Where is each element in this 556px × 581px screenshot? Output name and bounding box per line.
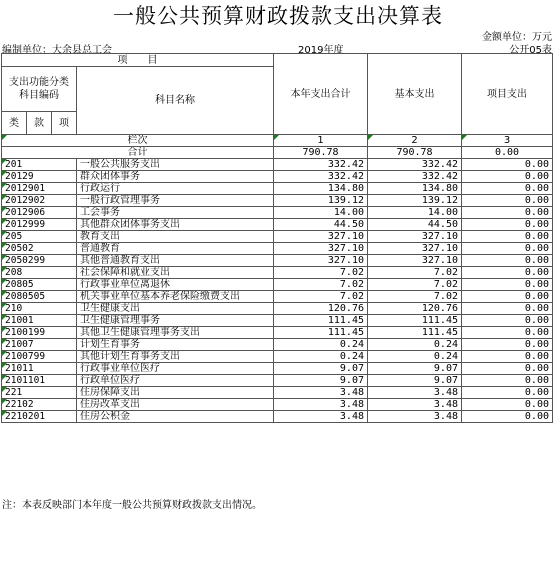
row-basic: 14.00	[368, 207, 462, 219]
row-project: 0.00	[462, 159, 553, 171]
row-name: 普通教育	[77, 243, 274, 255]
row-total: 327.10	[274, 231, 368, 243]
row-total: 120.76	[274, 303, 368, 315]
lanci-label: 栏次	[2, 135, 274, 147]
row-name: 卫生健康支出	[77, 303, 274, 315]
row-project: 0.00	[462, 171, 553, 183]
row-project: 0.00	[462, 375, 553, 387]
table-row	[2, 399, 553, 411]
table-row	[2, 351, 553, 363]
row-name: 其他计划生育事务支出	[77, 351, 274, 363]
table-row	[2, 375, 553, 387]
row-project: 0.00	[462, 255, 553, 267]
row-project: 0.00	[462, 327, 553, 339]
row-basic: 327.10	[368, 231, 462, 243]
row-project: 0.00	[462, 351, 553, 363]
row-total: 7.02	[274, 267, 368, 279]
header-item: 项 目	[2, 54, 274, 67]
row-project: 0.00	[462, 387, 553, 399]
row-code: 2210201	[2, 411, 77, 423]
table-row	[2, 363, 553, 375]
row-code: 2101101	[2, 375, 77, 387]
row-name: 卫生健康管理事务	[77, 315, 274, 327]
row-basic: 332.42	[368, 159, 462, 171]
row-basic: 327.10	[368, 255, 462, 267]
row-name: 行政事业单位医疗	[77, 363, 274, 375]
row-name: 教育支出	[77, 231, 274, 243]
row-project: 0.00	[462, 411, 553, 423]
row-project: 0.00	[462, 195, 553, 207]
row-code: 21011	[2, 363, 77, 375]
table-row	[2, 279, 553, 291]
table-row	[2, 255, 553, 267]
row-code: 20805	[2, 279, 77, 291]
fiscal-year: 2019年度	[298, 45, 344, 56]
header-name: 科目名称	[77, 67, 274, 135]
row-total: 0.24	[274, 339, 368, 351]
row-code: 2012901	[2, 183, 77, 195]
form-code: 公开05表	[509, 45, 552, 56]
row-project: 0.00	[462, 339, 553, 351]
table-row	[2, 267, 553, 279]
row-total: 9.07	[274, 363, 368, 375]
row-name: 其他普通教育支出	[77, 255, 274, 267]
table-row	[2, 291, 553, 303]
header-xiang: 项	[52, 112, 77, 135]
row-code: 21007	[2, 339, 77, 351]
sum-label: 合计	[2, 147, 274, 159]
row-total: 139.12	[274, 195, 368, 207]
header-total: 本年支出合计	[274, 54, 368, 135]
sum-project: 0.00	[462, 147, 553, 159]
row-name: 社会保障和就业支出	[77, 267, 274, 279]
row-name: 机关事业单位基本养老保险缴费支出	[77, 291, 274, 303]
row-basic: 111.45	[368, 327, 462, 339]
table-row	[2, 339, 553, 351]
header-func-code: 支出功能分类 科目编码	[2, 67, 77, 112]
row-total: 9.07	[274, 375, 368, 387]
row-project: 0.00	[462, 267, 553, 279]
header-lei: 类	[2, 112, 27, 135]
table-row	[2, 327, 553, 339]
row-total: 327.10	[274, 255, 368, 267]
row-code: 22102	[2, 399, 77, 411]
row-basic: 7.02	[368, 291, 462, 303]
row-basic: 111.45	[368, 315, 462, 327]
row-project: 0.00	[462, 207, 553, 219]
header-kuan: 款	[27, 112, 52, 135]
row-total: 327.10	[274, 243, 368, 255]
row-project: 0.00	[462, 399, 553, 411]
table-row	[2, 159, 553, 171]
org-name: 编制单位：大余县总工会	[2, 45, 112, 56]
row-name: 一般公共服务支出	[77, 159, 274, 171]
row-name: 群众团体事务	[77, 171, 274, 183]
row-code: 2100799	[2, 351, 77, 363]
row-total: 0.24	[274, 351, 368, 363]
col-index-1: 1	[274, 135, 368, 147]
row-project: 0.00	[462, 279, 553, 291]
row-name: 其他群众团体事务支出	[77, 219, 274, 231]
row-project: 0.00	[462, 231, 553, 243]
row-basic: 9.07	[368, 375, 462, 387]
row-code: 21001	[2, 315, 77, 327]
row-code: 210	[2, 303, 77, 315]
row-total: 111.45	[274, 327, 368, 339]
report-meta	[2, 41, 554, 56]
row-basic: 134.80	[368, 183, 462, 195]
row-basic: 139.12	[368, 195, 462, 207]
table-row	[2, 183, 553, 195]
row-project: 0.00	[462, 363, 553, 375]
row-basic: 9.07	[368, 363, 462, 375]
footnote: 注：本表反映部门本年度一般公共预算财政拨款支出情况。	[2, 500, 262, 511]
row-project: 0.00	[462, 315, 553, 327]
row-code: 2050299	[2, 255, 77, 267]
table-row	[2, 315, 553, 327]
row-code: 2100199	[2, 327, 77, 339]
table-row	[2, 303, 553, 315]
table-row	[2, 195, 553, 207]
row-basic: 0.24	[368, 351, 462, 363]
row-basic: 7.02	[368, 267, 462, 279]
row-total: 3.48	[274, 411, 368, 423]
row-code: 201	[2, 159, 77, 171]
table-row	[2, 207, 553, 219]
row-code: 221	[2, 387, 77, 399]
row-code: 2012906	[2, 207, 77, 219]
row-name: 住房保障支出	[77, 387, 274, 399]
row-total: 332.42	[274, 171, 368, 183]
table-row	[2, 171, 553, 183]
row-code: 20129	[2, 171, 77, 183]
row-name: 一般行政管理事务	[77, 195, 274, 207]
sum-total: 790.78	[274, 147, 368, 159]
row-code: 2012999	[2, 219, 77, 231]
sum-basic: 790.78	[368, 147, 462, 159]
row-code: 205	[2, 231, 77, 243]
row-code: 208	[2, 267, 77, 279]
row-name: 行政运行	[77, 183, 274, 195]
table-row	[2, 411, 553, 423]
header-basic: 基本支出	[368, 54, 462, 135]
row-total: 111.45	[274, 315, 368, 327]
expenditure-table	[1, 53, 553, 423]
row-project: 0.00	[462, 243, 553, 255]
row-project: 0.00	[462, 219, 553, 231]
row-name: 行政单位医疗	[77, 375, 274, 387]
row-total: 332.42	[274, 159, 368, 171]
row-basic: 0.24	[368, 339, 462, 351]
col-index-3: 3	[462, 135, 553, 147]
row-total: 44.50	[274, 219, 368, 231]
report-title: 一般公共预算财政拨款支出决算表	[113, 4, 443, 28]
row-total: 3.48	[274, 399, 368, 411]
row-code: 2012902	[2, 195, 77, 207]
row-total: 14.00	[274, 207, 368, 219]
row-project: 0.00	[462, 291, 553, 303]
row-project: 0.00	[462, 183, 553, 195]
table-row	[2, 243, 553, 255]
row-basic: 3.48	[368, 387, 462, 399]
table-row	[2, 231, 553, 243]
row-total: 7.02	[274, 279, 368, 291]
row-basic: 327.10	[368, 243, 462, 255]
row-name: 计划生育事务	[77, 339, 274, 351]
table-row	[2, 387, 553, 399]
row-basic: 7.02	[368, 279, 462, 291]
row-name: 住房改革支出	[77, 399, 274, 411]
row-total: 7.02	[274, 291, 368, 303]
row-name: 行政事业单位离退休	[77, 279, 274, 291]
row-project: 0.00	[462, 303, 553, 315]
row-code: 2080505	[2, 291, 77, 303]
col-index-2: 2	[368, 135, 462, 147]
row-name: 其他卫生健康管理事务支出	[77, 327, 274, 339]
amount-unit: 金额单位：万元	[482, 32, 552, 43]
row-total: 3.48	[274, 387, 368, 399]
row-total: 134.80	[274, 183, 368, 195]
header-project: 项目支出	[462, 54, 553, 135]
row-basic: 3.48	[368, 399, 462, 411]
row-name: 工会事务	[77, 207, 274, 219]
row-basic: 120.76	[368, 303, 462, 315]
row-basic: 3.48	[368, 411, 462, 423]
row-code: 20502	[2, 243, 77, 255]
row-basic: 44.50	[368, 219, 462, 231]
table-row	[2, 219, 553, 231]
row-basic: 332.42	[368, 171, 462, 183]
row-name: 住房公积金	[77, 411, 274, 423]
